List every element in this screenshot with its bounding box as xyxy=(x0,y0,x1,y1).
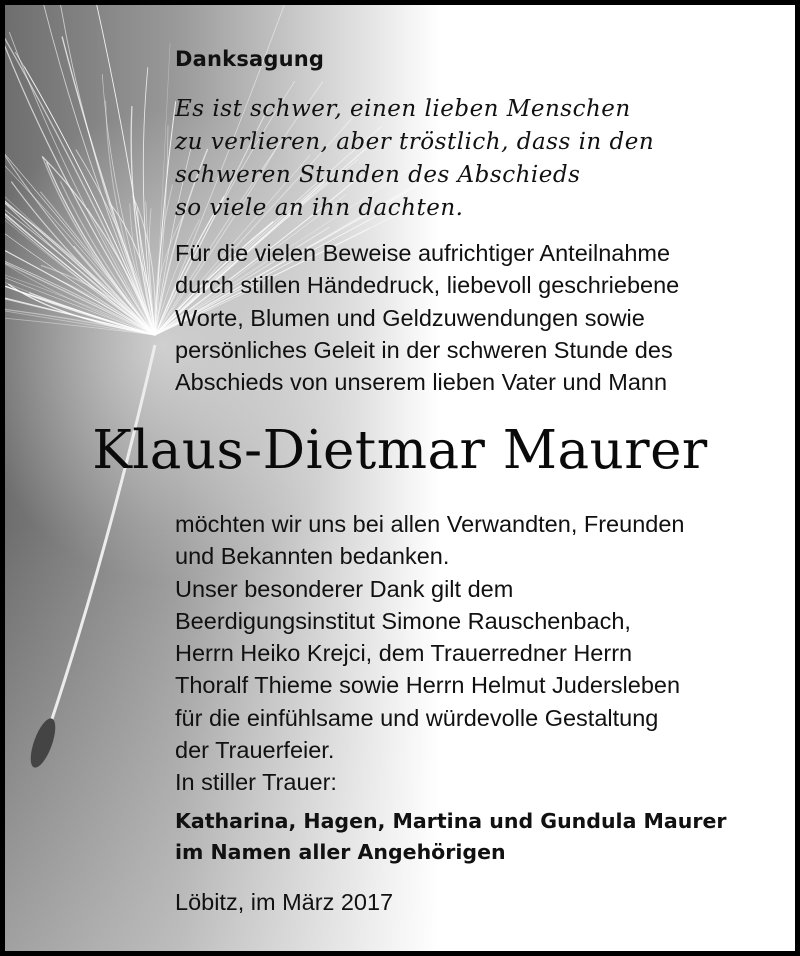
text-line: Beerdigungsinstitut Simone Rauschenbach, xyxy=(175,607,631,634)
quote-line: Es ist schwer, einen lieben Menschen xyxy=(175,96,631,122)
thanks-paragraph-main xyxy=(175,508,684,766)
text-line: Worte, Blumen und Geldzuwendungen sowie xyxy=(175,304,645,331)
text-line: persönliches Geleit in der schweren Stunde des xyxy=(175,336,673,363)
deceased-name: Klaus-Dietmar Maurer xyxy=(92,420,708,481)
text-line: der Trauerfeier. xyxy=(175,737,335,764)
notice-heading: Danksagung xyxy=(175,47,325,71)
quote-line: schweren Stunden des Abschieds xyxy=(175,162,581,188)
text-line: möchten wir uns bei allen Verwandten, Freunden xyxy=(175,511,685,537)
text-line: Abschieds von unserem lieben Vater und Mann xyxy=(175,369,668,396)
signers xyxy=(175,806,727,868)
text-line: durch stillen Händedruck, liebevoll geschriebene xyxy=(175,272,680,299)
text-line: Für die vielen Beweise aufrichtiger Anteilnahme xyxy=(175,240,671,266)
thanks-paragraph-intro xyxy=(175,237,679,398)
memorial-quote xyxy=(175,93,775,225)
text-line: für die einfühlsame und würdevolle Gestaltung xyxy=(175,704,659,731)
text-line: und Bekannten bedanken. xyxy=(175,543,450,570)
quote-line: so viele an ihn dachten. xyxy=(175,195,464,221)
text-line: Unser besonderer Dank gilt dem xyxy=(175,575,514,602)
text-line: Herrn Heiko Krejci, dem Trauerredner Herrn xyxy=(175,640,633,667)
signers-line: Katharina, Hagen, Martina und Gundula Maurer xyxy=(175,809,727,833)
closing-block xyxy=(175,766,727,868)
quote-line: zu verlieren, aber tröstlich, dass in den xyxy=(175,129,655,155)
signers-line: im Namen aller Angehörigen xyxy=(175,840,506,864)
text-line: Thoralf Thieme sowie Herrn Helmut Judersleben xyxy=(175,672,681,699)
notice-text xyxy=(5,5,795,951)
closing-label: In stiller Trauer: xyxy=(175,769,337,795)
place-date: Löbitz, im März 2017 xyxy=(175,889,394,915)
